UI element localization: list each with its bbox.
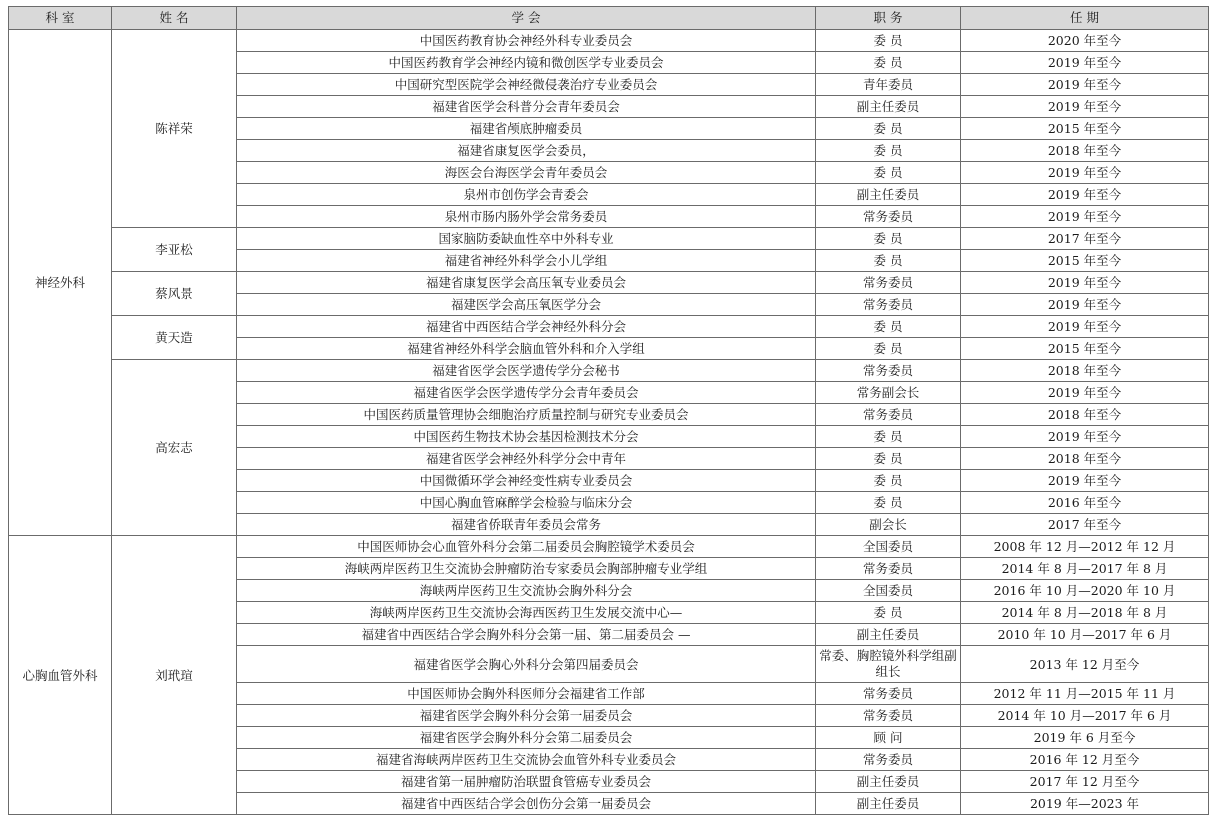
society-cell: 中国微循环学会神经变性病专业委员会 — [237, 470, 816, 492]
society-cell: 福建省海峡两岸医药卫生交流协会血管外科专业委员会 — [237, 749, 816, 771]
term-cell: 2019 年 6 月至今 — [961, 727, 1209, 749]
term-cell: 2010 年 10 月—2017 年 6 月 — [961, 624, 1209, 646]
table-row — [9, 228, 1209, 250]
person-name-cell: 黄天造 — [112, 316, 237, 360]
term-cell: 2015 年至今 — [961, 338, 1209, 360]
society-cell: 海峡两岸医药卫生交流协会海西医药卫生发展交流中心— — [237, 602, 816, 624]
person-name-cell: 陈祥荣 — [112, 30, 237, 228]
society-cell: 国家脑防委缺血性卒中外科专业 — [237, 228, 816, 250]
term-cell: 2019 年至今 — [961, 96, 1209, 118]
position-cell: 常务委员 — [816, 705, 961, 727]
position-cell: 副主任委员 — [816, 624, 961, 646]
term-cell: 2016 年 12 月至今 — [961, 749, 1209, 771]
table-header-row — [9, 7, 1209, 30]
term-cell: 2019 年至今 — [961, 426, 1209, 448]
society-cell: 福建省中西医结合学会创伤分会第一届委员会 — [237, 793, 816, 815]
table-row — [9, 536, 1209, 558]
society-cell: 福建省医学会胸外科分会第一届委员会 — [237, 705, 816, 727]
membership-table — [8, 6, 1209, 815]
position-cell: 委 员 — [816, 338, 961, 360]
table-row — [9, 272, 1209, 294]
position-cell: 常务委员 — [816, 558, 961, 580]
term-cell: 2019 年至今 — [961, 162, 1209, 184]
society-cell: 福建省中西医结合学会神经外科分会 — [237, 316, 816, 338]
position-cell: 委 员 — [816, 492, 961, 514]
term-cell: 2019 年至今 — [961, 74, 1209, 96]
table-row — [9, 30, 1209, 52]
position-cell: 委 员 — [816, 602, 961, 624]
term-cell: 2019 年至今 — [961, 470, 1209, 492]
header-position: 职 务 — [816, 7, 961, 30]
position-cell: 委 员 — [816, 52, 961, 74]
position-cell: 委 员 — [816, 140, 961, 162]
position-cell: 全国委员 — [816, 580, 961, 602]
position-cell: 委 员 — [816, 426, 961, 448]
position-cell: 委 员 — [816, 118, 961, 140]
position-cell: 常务委员 — [816, 272, 961, 294]
position-cell: 全国委员 — [816, 536, 961, 558]
term-cell: 2019 年至今 — [961, 272, 1209, 294]
position-cell: 青年委员 — [816, 74, 961, 96]
position-cell: 副主任委员 — [816, 184, 961, 206]
term-cell: 2015 年至今 — [961, 250, 1209, 272]
person-name-cell: 李亚松 — [112, 228, 237, 272]
society-cell: 福建省神经外科学会小儿学组 — [237, 250, 816, 272]
position-cell: 顾 问 — [816, 727, 961, 749]
position-cell: 常务副会长 — [816, 382, 961, 404]
term-cell: 2014 年 8 月—2017 年 8 月 — [961, 558, 1209, 580]
position-cell: 委 员 — [816, 30, 961, 52]
membership-table-container — [8, 6, 1208, 815]
term-cell: 2017 年至今 — [961, 228, 1209, 250]
society-cell: 中国医药教育协会神经外科专业委员会 — [237, 30, 816, 52]
header-society: 学 会 — [237, 7, 816, 30]
position-cell: 常务委员 — [816, 206, 961, 228]
term-cell: 2017 年 12 月至今 — [961, 771, 1209, 793]
term-cell: 2020 年至今 — [961, 30, 1209, 52]
header-term: 任 期 — [961, 7, 1209, 30]
position-cell: 副主任委员 — [816, 96, 961, 118]
position-cell: 常务委员 — [816, 360, 961, 382]
department-cell: 心胸血管外科 — [9, 536, 112, 815]
position-cell: 委 员 — [816, 448, 961, 470]
term-cell: 2019 年至今 — [961, 52, 1209, 74]
header-department: 科 室 — [9, 7, 112, 30]
society-cell: 海峡两岸医药卫生交流协会胸外科分会 — [237, 580, 816, 602]
position-cell: 委 员 — [816, 228, 961, 250]
position-cell: 委 员 — [816, 162, 961, 184]
society-cell: 海医会台海医学会青年委员会 — [237, 162, 816, 184]
position-cell: 委 员 — [816, 470, 961, 492]
society-cell: 福建省颅底肿瘤委员 — [237, 118, 816, 140]
term-cell: 2019 年至今 — [961, 316, 1209, 338]
society-cell: 福建省医学会胸心外科分会第四届委员会 — [237, 646, 816, 683]
person-name-cell: 蔡风景 — [112, 272, 237, 316]
position-cell: 副主任委员 — [816, 793, 961, 815]
term-cell: 2015 年至今 — [961, 118, 1209, 140]
society-cell: 泉州市肠内肠外学会常务委员 — [237, 206, 816, 228]
position-cell: 副会长 — [816, 514, 961, 536]
society-cell: 福建省医学会神经外科学分会中青年 — [237, 448, 816, 470]
position-cell: 常务委员 — [816, 749, 961, 771]
position-cell: 副主任委员 — [816, 771, 961, 793]
term-cell: 2017 年至今 — [961, 514, 1209, 536]
term-cell: 2016 年至今 — [961, 492, 1209, 514]
position-cell: 委 员 — [816, 316, 961, 338]
society-cell: 中国医药教育学会神经内镜和微创医学专业委员会 — [237, 52, 816, 74]
society-cell: 海峡两岸医药卫生交流协会肿瘤防治专家委员会胸部肿瘤专业学组 — [237, 558, 816, 580]
society-cell: 泉州市创伤学会青委会 — [237, 184, 816, 206]
society-cell: 福建省侨联青年委员会常务 — [237, 514, 816, 536]
department-cell: 神经外科 — [9, 30, 112, 536]
term-cell: 2019 年至今 — [961, 294, 1209, 316]
position-cell: 委 员 — [816, 250, 961, 272]
society-cell: 福建省医学会科普分会青年委员会 — [237, 96, 816, 118]
society-cell: 福建省神经外科学会脑血管外科和介入学组 — [237, 338, 816, 360]
position-cell: 常委、胸腔镜外科学组副组长 — [816, 646, 961, 683]
society-cell: 中国研究型医院学会神经微侵袭治疗专业委员会 — [237, 74, 816, 96]
society-cell: 福建省医学会医学遗传学分会秘书 — [237, 360, 816, 382]
society-cell: 福建省康复医学会高压氧专业委员会 — [237, 272, 816, 294]
table-row — [9, 316, 1209, 338]
term-cell: 2018 年至今 — [961, 404, 1209, 426]
term-cell: 2019 年至今 — [961, 382, 1209, 404]
term-cell: 2008 年 12 月—2012 年 12 月 — [961, 536, 1209, 558]
term-cell: 2018 年至今 — [961, 140, 1209, 162]
term-cell: 2018 年至今 — [961, 360, 1209, 382]
society-cell: 福建省康复医学会委员， — [237, 140, 816, 162]
term-cell: 2013 年 12 月至今 — [961, 646, 1209, 683]
position-cell: 常务委员 — [816, 683, 961, 705]
position-cell: 常务委员 — [816, 294, 961, 316]
term-cell: 2019 年—2023 年 — [961, 793, 1209, 815]
society-cell: 中国医师协会心血管外科分会第二届委员会胸腔镜学术委员会 — [237, 536, 816, 558]
society-cell: 福建省医学会医学遗传学分会青年委员会 — [237, 382, 816, 404]
person-name-cell: 高宏志 — [112, 360, 237, 536]
position-cell: 常务委员 — [816, 404, 961, 426]
header-name: 姓 名 — [112, 7, 237, 30]
society-cell: 中国心胸血管麻醉学会检验与临床分会 — [237, 492, 816, 514]
society-cell: 中国医师协会胸外科医师分会福建省工作部 — [237, 683, 816, 705]
society-cell: 福建医学会高压氧医学分会 — [237, 294, 816, 316]
term-cell: 2018 年至今 — [961, 448, 1209, 470]
table-body — [9, 30, 1209, 815]
term-cell: 2019 年至今 — [961, 184, 1209, 206]
society-cell: 中国医药质量管理协会细胞治疗质量控制与研究专业委员会 — [237, 404, 816, 426]
term-cell: 2014 年 10 月—2017 年 6 月 — [961, 705, 1209, 727]
society-cell: 福建省第一届肿瘤防治联盟食管癌专业委员会 — [237, 771, 816, 793]
society-cell: 福建省中西医结合学会胸外科分会第一届、第二届委员会 — — [237, 624, 816, 646]
term-cell: 2016 年 10 月—2020 年 10 月 — [961, 580, 1209, 602]
society-cell: 福建省医学会胸外科分会第二届委员会 — [237, 727, 816, 749]
person-name-cell: 刘玳瑄 — [112, 536, 237, 815]
table-row — [9, 360, 1209, 382]
society-cell: 中国医药生物技术协会基因检测技术分会 — [237, 426, 816, 448]
term-cell: 2012 年 11 月—2015 年 11 月 — [961, 683, 1209, 705]
term-cell: 2019 年至今 — [961, 206, 1209, 228]
term-cell: 2014 年 8 月—2018 年 8 月 — [961, 602, 1209, 624]
